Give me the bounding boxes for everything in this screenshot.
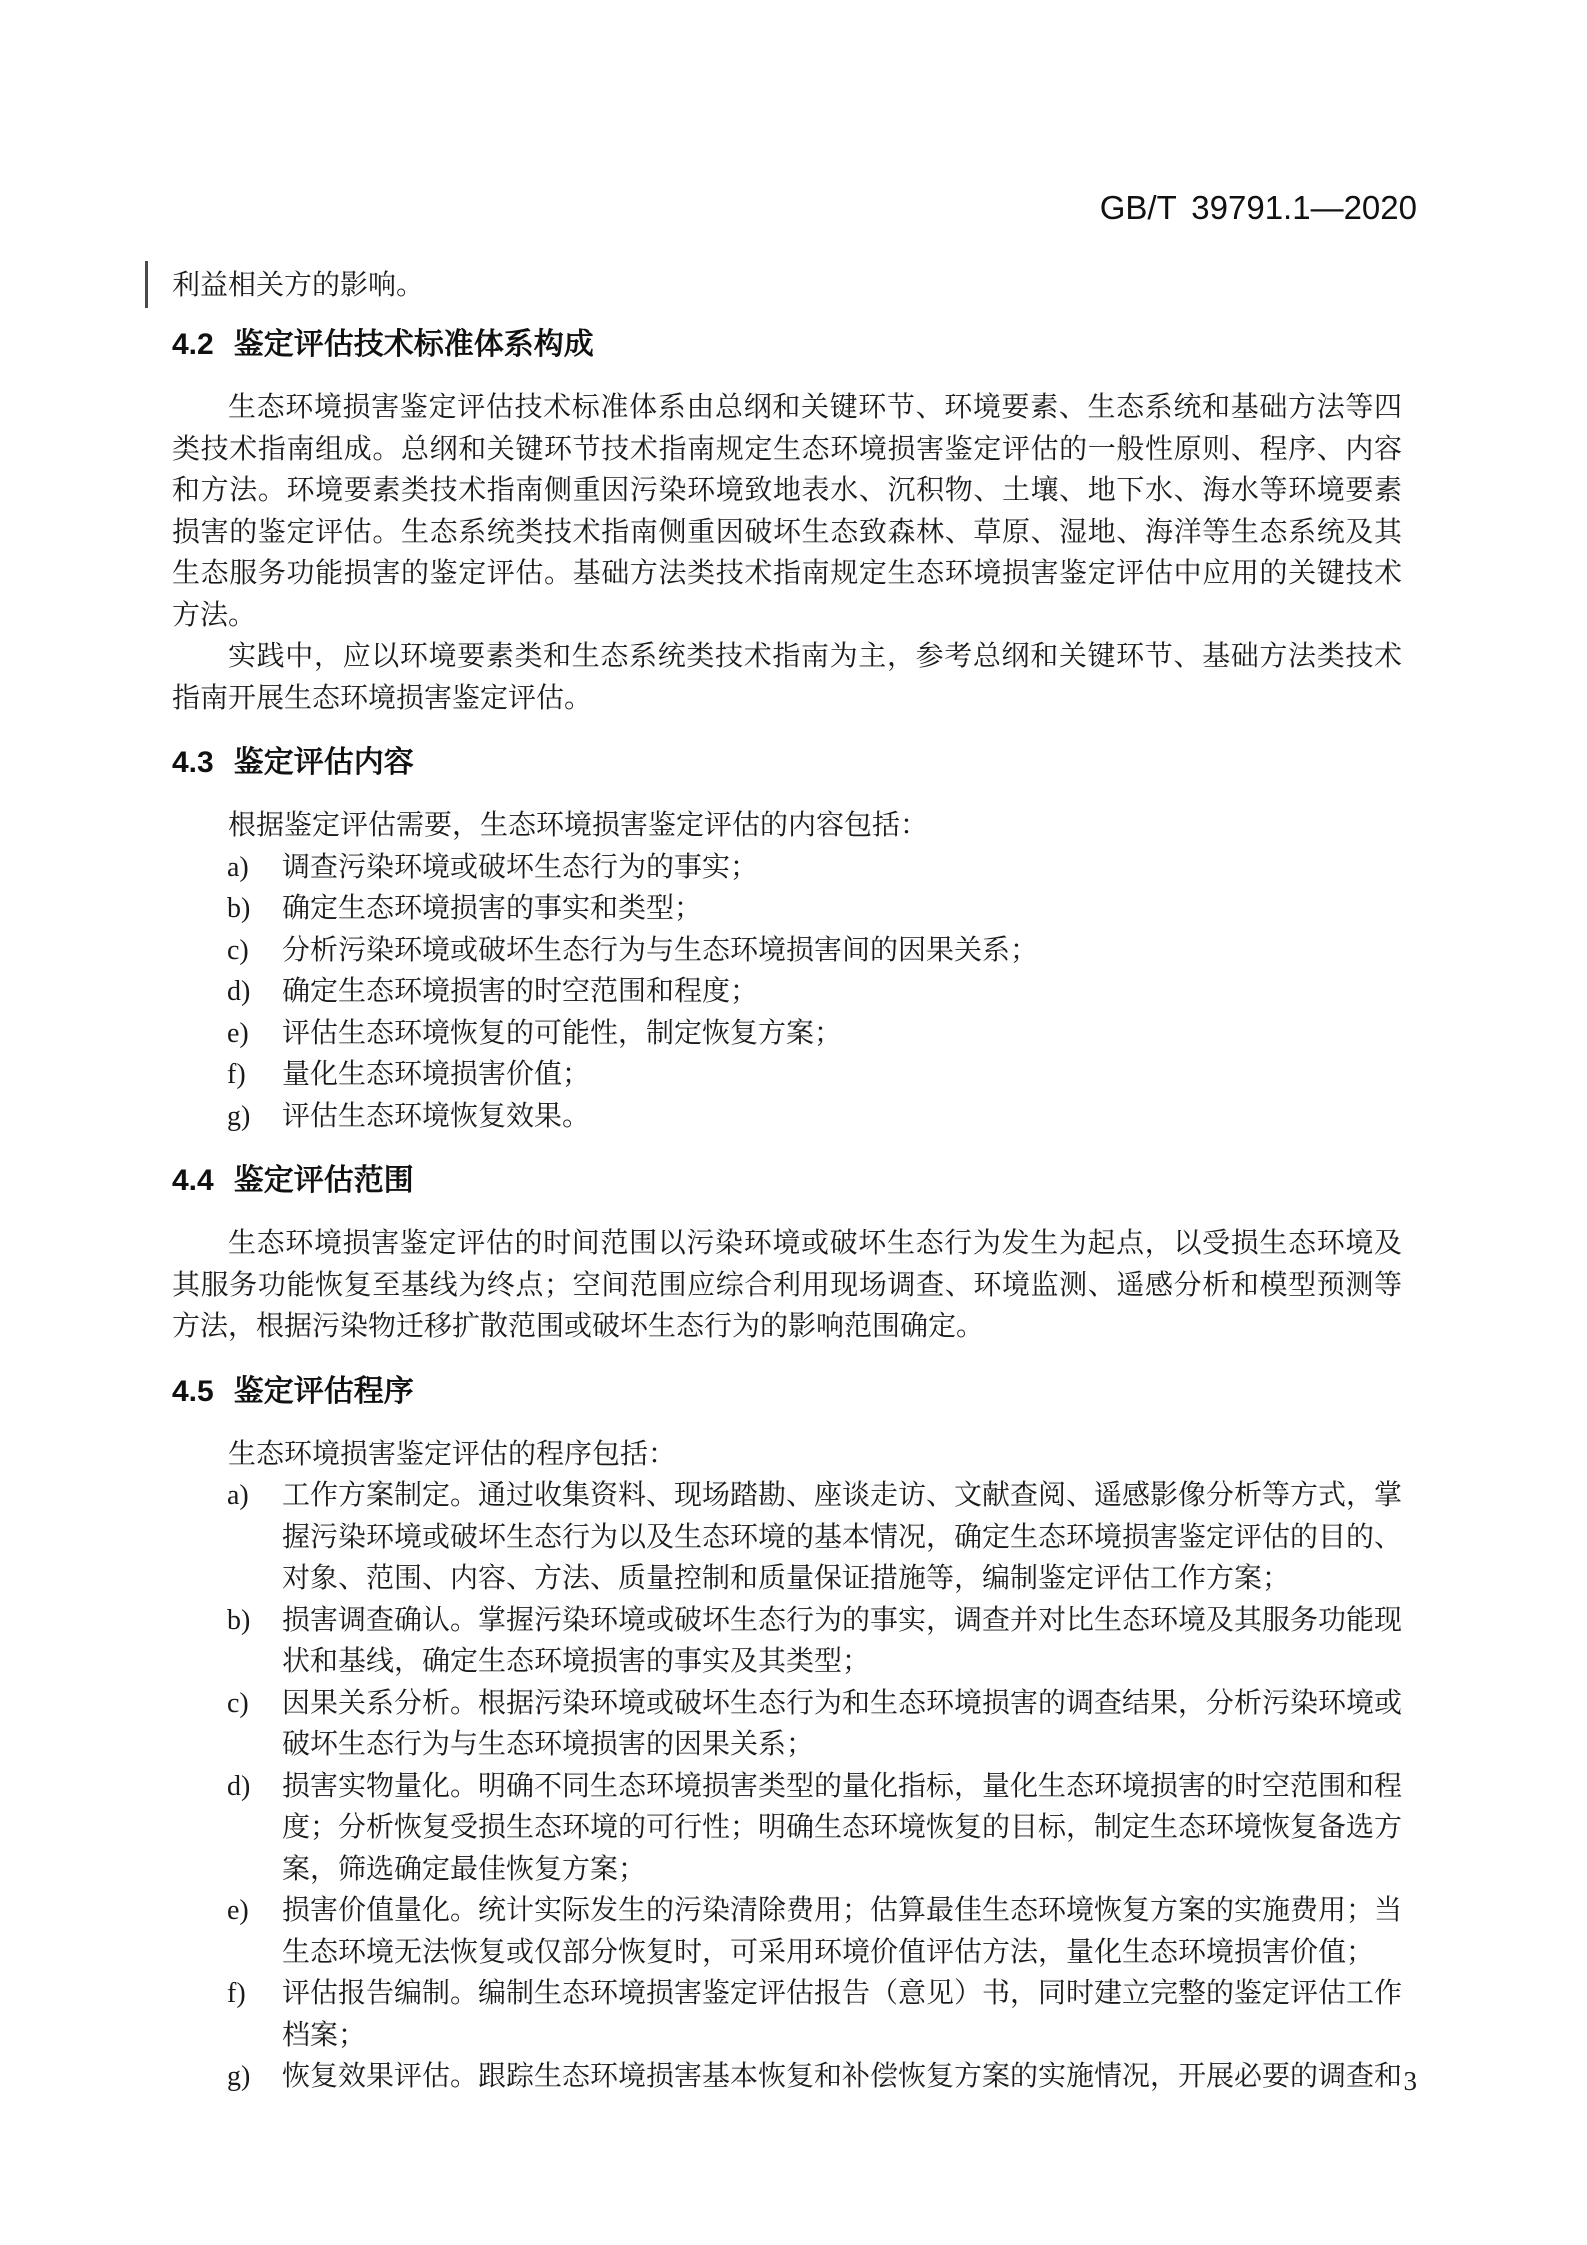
list-item-text: 调查污染环境或破坏生态行为的事实； [282, 851, 759, 883]
section-number: 4.2 [172, 328, 214, 361]
list-item [172, 1683, 1402, 1766]
list-marker: f) [227, 1978, 246, 2009]
section-heading [172, 1370, 1402, 1414]
list-item [172, 1600, 1402, 1683]
list-marker: b) [227, 1604, 251, 1636]
section-number: 4.4 [172, 1164, 214, 1197]
list-item-text: 评估报告编制。编制生态环境损害鉴定评估报告（意见）书，同时建立完整的鉴定评估工作档案； [282, 1978, 1403, 2051]
list-marker: c) [227, 1687, 249, 1719]
list-marker: f) [227, 1059, 246, 1090]
list-item [172, 888, 1402, 930]
list-item-text: 评估生态环境恢复的可能性，制定恢复方案； [282, 1017, 843, 1049]
standard-number-header: GB/T 39791.1—2020 [1099, 189, 1417, 226]
list-item-text: 损害调查确认。掌握污染环境或破坏生态行为的事实，调查并对比生态环境及其服务功能现状和基线，确定生态环境损害的事实及其类型； [282, 1604, 1403, 1677]
list-item [172, 971, 1402, 1013]
list-item-text: 确定生态环境损害的时空范围和程度； [282, 976, 759, 1007]
ordered-list [172, 1475, 1402, 2098]
page-number: 3 [1403, 2066, 1417, 2096]
list-item-text: 量化生态环境损害价值； [282, 1059, 591, 1090]
list-item-text: 损害实物量化。明确不同生态环境损害类型的量化指标，量化生态环境损害的时空范围和程度；分析恢复受损生态环境的可行性；明确生态环境恢复的目标，制定生态环境恢复备选方案，筛选确定最佳恢复方案； [282, 1770, 1403, 1885]
list-item [172, 1890, 1402, 1973]
list-item [172, 930, 1402, 972]
section-title: 鉴定评估范围 [233, 1164, 414, 1197]
list-marker: a) [227, 851, 249, 883]
paragraph: 生态环境损害鉴定评估的时间范围以污染环境或破坏生态行为发生为起点，以受损生态环境及其服务功能恢复至基线为终点；空间范围应综合利用现场调查、环境监测、遥感分析和模型预测等方法，根据污染物迁移扩散范围或破坏生态行为的影响范围确定。 [172, 1228, 1402, 1342]
section-number: 4.5 [172, 1374, 214, 1408]
section-number: 4.3 [172, 746, 214, 779]
list-item-text: 损害价值量化。统计实际发生的污染清除费用；估算最佳生态环境恢复方案的实施费用；当生态环境无法恢复或仅部分恢复时，可采用环境价值评估方法，量化生态环境损害价值； [282, 1895, 1403, 1968]
list-marker: e) [227, 1017, 249, 1049]
section-4-3 [172, 741, 1402, 1137]
continuation-text: 利益相关方的影响。 [172, 270, 425, 301]
paragraph: 生态环境损害鉴定评估的程序包括： [228, 1438, 677, 1470]
document-body [172, 301, 1402, 2098]
paragraph: 实践中，应以环境要素类和生态系统类技术指南为主，参考总纲和关键环节、基础方法类技术指南开展生态环境损害鉴定评估。 [172, 641, 1402, 714]
list-item [172, 1766, 1402, 1891]
paragraph: 根据鉴定评估需要，生态环境损害鉴定评估的内容包括： [228, 810, 929, 841]
list-marker: g) [227, 2061, 251, 2092]
list-item [172, 1013, 1402, 1055]
list-item-text: 恢复效果评估。跟踪生态环境损害基本恢复和补偿恢复方案的实施情况，开展必要的调查和 [282, 2061, 1403, 2092]
list-marker: c) [227, 934, 249, 966]
section-4-5 [172, 1370, 1402, 2098]
section-4-4 [172, 1159, 1402, 1348]
list-marker: a) [227, 1480, 249, 1511]
list-item-text: 评估生态环境恢复效果。 [282, 1100, 591, 1132]
section-title: 鉴定评估技术标准体系构成 [233, 328, 594, 361]
list-marker: g) [227, 1100, 251, 1132]
revision-change-bar [145, 261, 148, 308]
list-marker: d) [227, 976, 251, 1007]
list-item [172, 1973, 1402, 2056]
list-marker: b) [227, 893, 251, 924]
section-heading [172, 741, 1402, 785]
section-4-2 [172, 323, 1402, 719]
ordered-list [172, 847, 1402, 1138]
list-item-text: 分析污染环境或破坏生态行为与生态环境损害间的因果关系； [282, 934, 1039, 966]
list-item-text: 工作方案制定。通过收集资料、现场踏勘、座谈走访、文献查阅、遥感影像分析等方式，掌握污染环境或破坏生态行为以及生态环境的基本情况，确定生态环境损害鉴定评估的目的、对象、范围、内容、方法、质量控制和质量保证措施等，编制鉴定评估工作方案； [282, 1480, 1403, 1594]
section-title: 鉴定评估内容 [233, 746, 414, 779]
list-item [172, 1054, 1402, 1096]
list-item [172, 1475, 1402, 1600]
section-title: 鉴定评估程序 [233, 1374, 414, 1408]
list-marker: e) [227, 1895, 249, 1926]
section-heading [172, 323, 1402, 367]
section-heading [172, 1159, 1402, 1203]
list-item [172, 847, 1402, 889]
list-item [172, 1096, 1402, 1138]
paragraph: 生态环境损害鉴定评估技术标准体系由总纲和关键环节、环境要素、生态系统和基础方法等四类技术指南组成。总纲和关键环节技术指南规定生态环境损害鉴定评估的一般性原则、程序、内容和方法。环境要素类技术指南侧重因污染环境致地表水、沉积物、土壤、地下水、海水等环境要素损害的鉴定评估。生态系统类技术指南侧重因破坏生态致森林、草原、湿地、海洋等生态系统及其生态服务功能损害的鉴定评估。基础方法类技术指南规定生态环境损害鉴定评估中应用的关键技术方法。 [172, 392, 1402, 631]
list-item-text: 因果关系分析。根据污染环境或破坏生态行为和生态环境损害的调查结果，分析污染环境或破坏生态行为与生态环境损害的因果关系； [282, 1687, 1403, 1760]
list-item [172, 2056, 1402, 2098]
list-item-text: 确定生态环境损害的事实和类型； [282, 893, 703, 924]
list-marker: d) [227, 1770, 251, 1802]
